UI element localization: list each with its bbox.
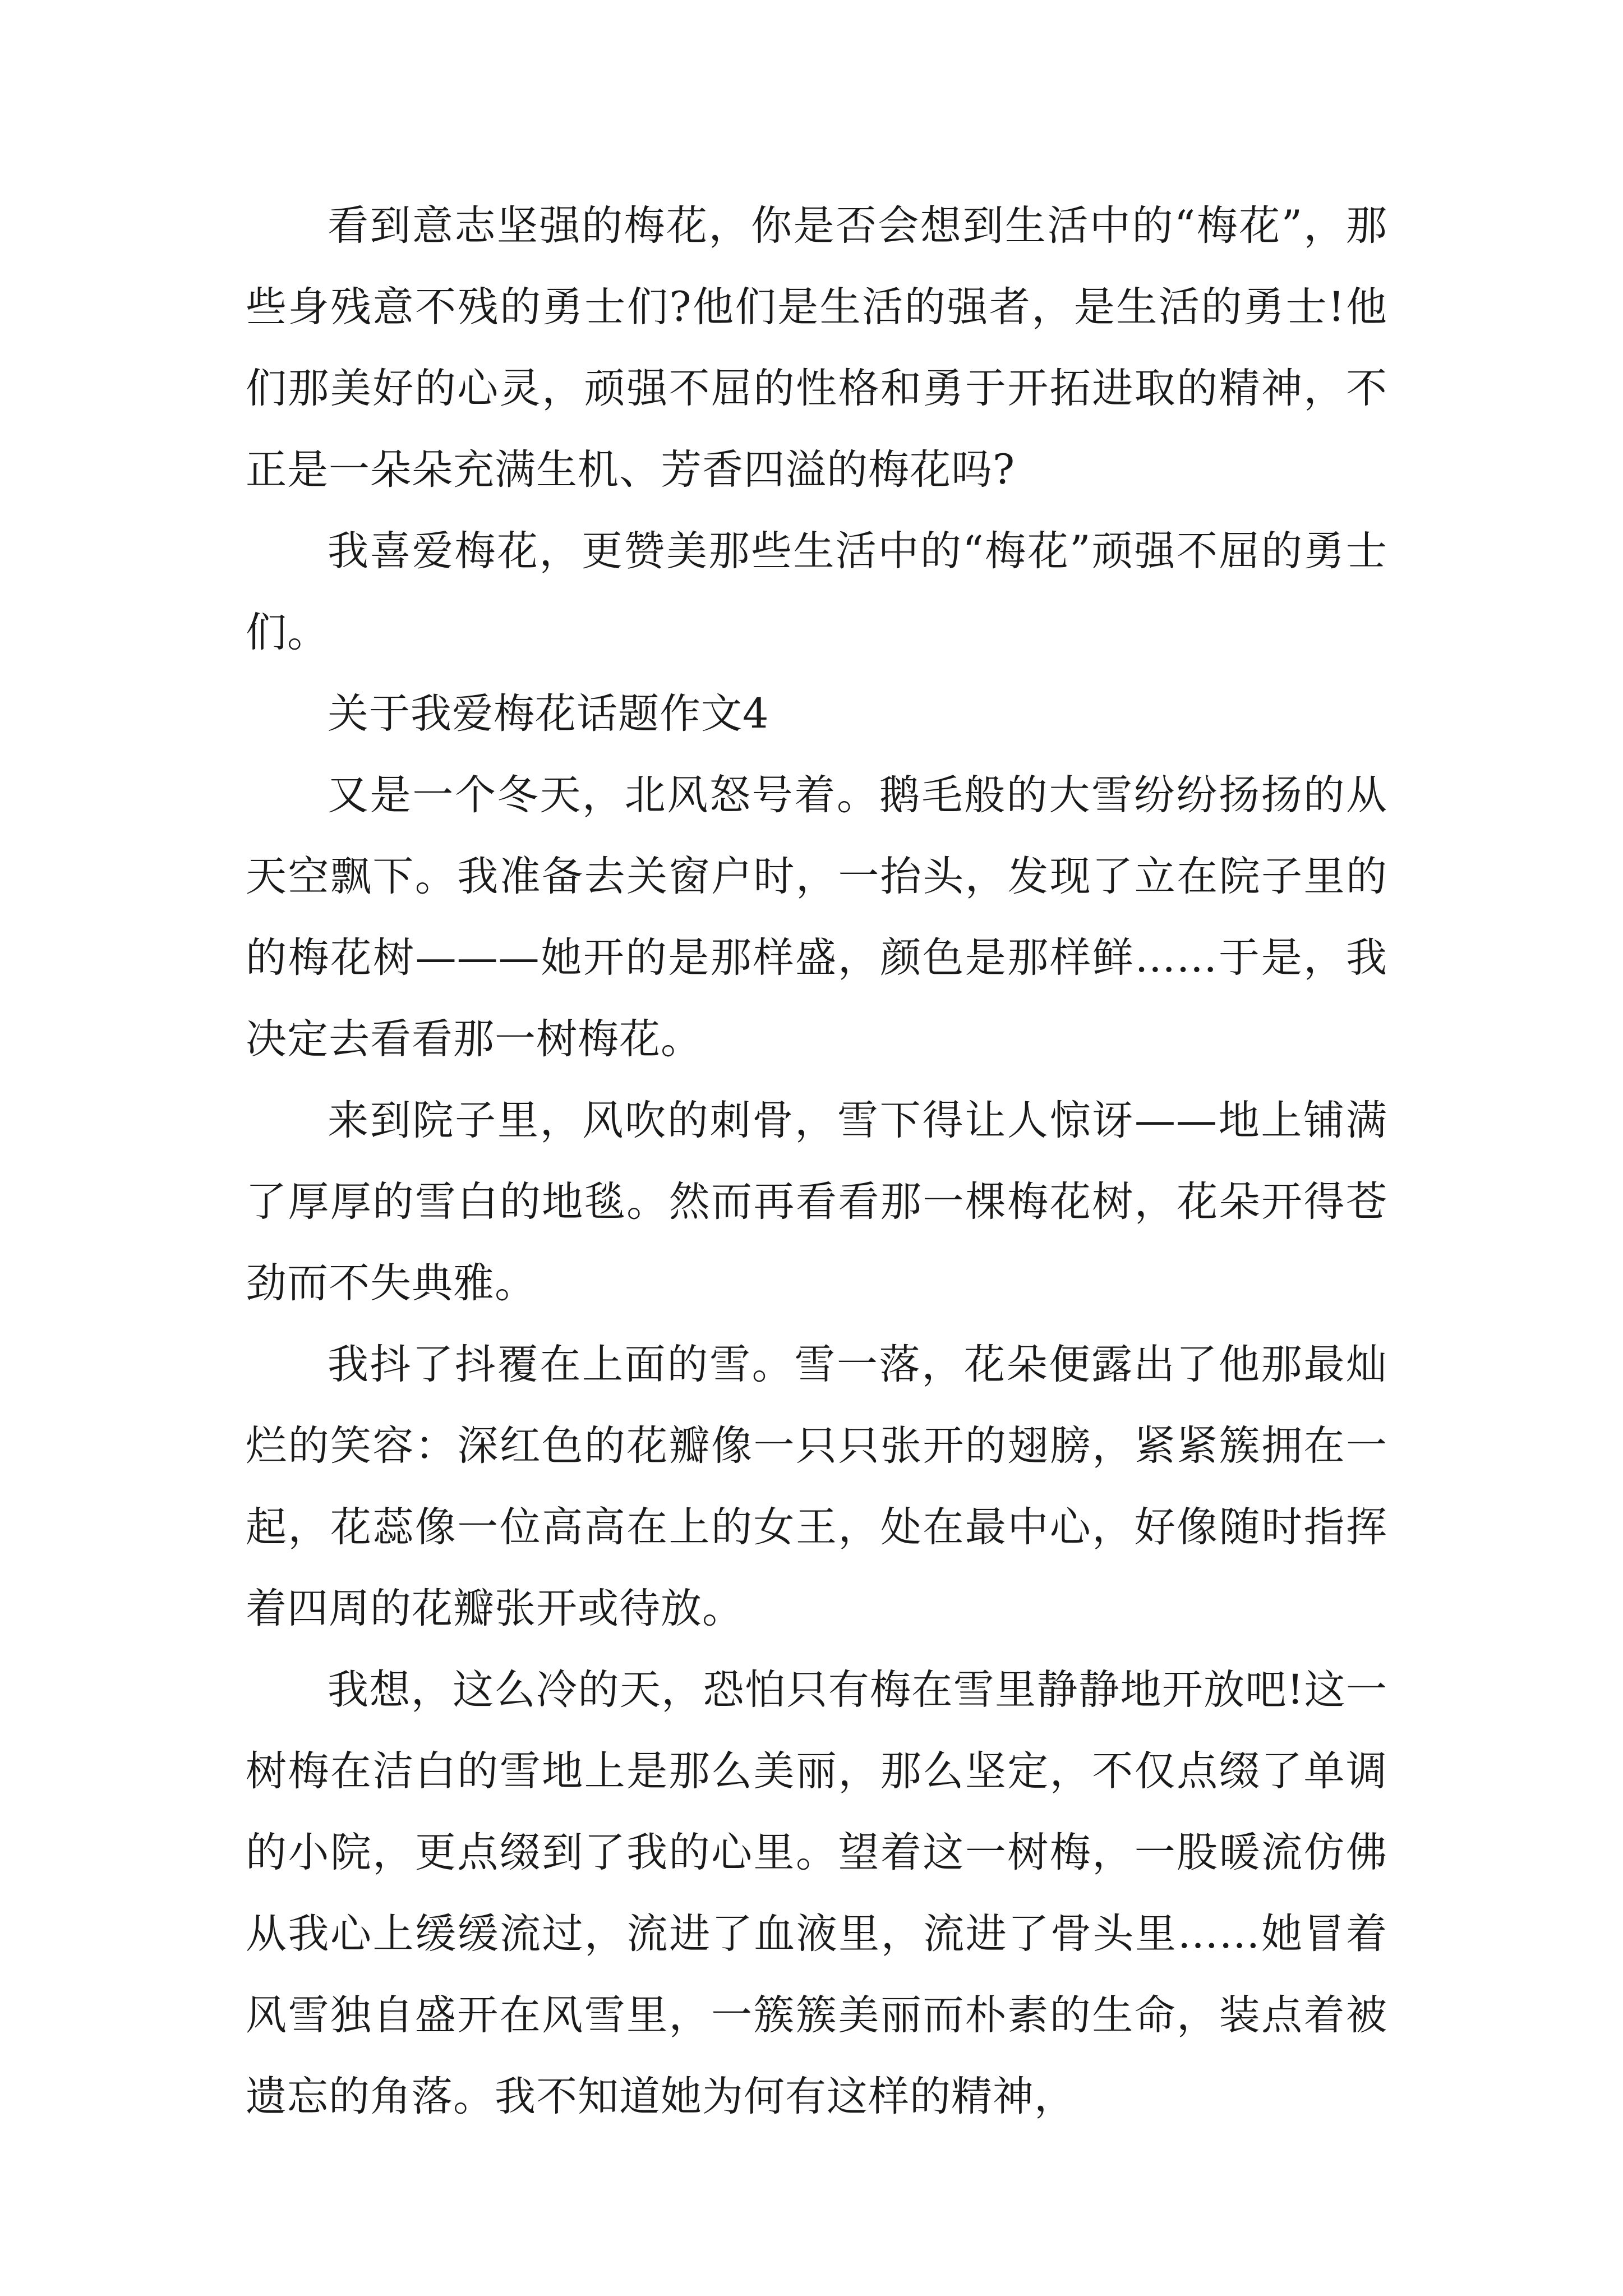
paragraph-2: 我喜爱梅花，更赞美那些生活中的“梅花”顽强不屈的勇士们。 — [246, 527, 1387, 656]
paragraph-5: 我抖了抖覆在上面的雪。雪一落，花朵便露出了他那最灿烂的笑容：深红色的花瓣像一只只张开的翅膀，紧紧簇拥在一起，花蕊像一位高高在上的女王，处在最中心，好像随时指挥着四周的花瓣张开或待放。 — [246, 1341, 1387, 1632]
paragraph-1: 看到意志坚强的梅花，你是否会想到生活中的“梅花”，那些身残意不残的勇士们?他们是生活的强者，是生活的勇士!他们那美好的心灵，顽强不屈的性格和勇于开拓进取的精神，不正是一朵朵充满生机、芳香四溢的梅花吗? — [246, 202, 1387, 494]
paragraph-3: 又是一个冬天，北风怒号着。鹅毛般的大雪纷纷扬扬的从天空飘下。我准备去关窗户时，一抬头，发现了立在院子里的的梅花树———她开的是那样盛，颜色是那样鲜……于是，我决定去看看那一树梅花。 — [246, 771, 1387, 1063]
paragraph-4: 来到院子里，风吹的刺骨，雪下得让人惊讶——地上铺满了厚厚的雪白的地毯。然而再看看那一棵梅花树，花朵开得苍劲而不失典雅。 — [246, 1097, 1387, 1307]
paragraph-6: 我想，这么冷的天，恐怕只有梅在雪里静静地开放吧!这一树梅在洁白的雪地上是那么美丽，那么坚定，不仅点缀了单调的小院，更点缀到了我的心里。望着这一树梅，一股暖流仿佛从我心上缓缓流过，流进了血液里，流进了骨头里……她冒着风雪独自盛开在风雪里，一簇簇美丽而朴素的生命，装点着被遗忘的角落。我不知道她为何有这样的精神， — [246, 1666, 1387, 2120]
document-body — [246, 185, 1387, 2137]
section-heading: 关于我爱梅花话题作文4 — [328, 690, 769, 738]
